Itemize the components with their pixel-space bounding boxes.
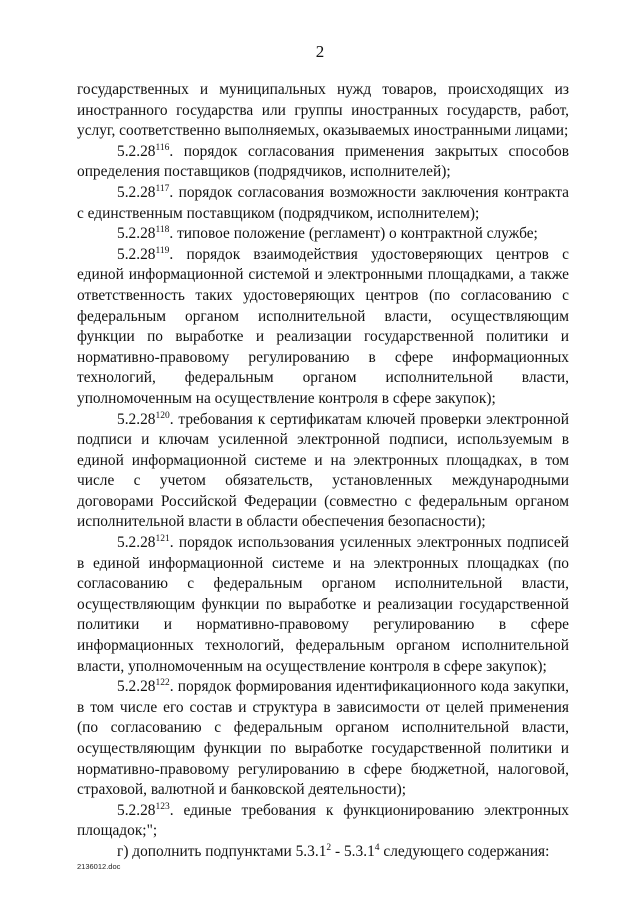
- paragraph-5-2-28-116: 5.2.28$^{116}$. порядок согласования применения закрытых способов определения поставщиков (подрядчиков, исполнителей);: [77, 142, 569, 181]
- page-number: 2: [315, 42, 325, 61]
- paragraph-5-2-28-117: 5.2.28$^{117}$. порядок согласования возможности заключения контракта с единственным поставщиком (подрядчиком, исполнителем);: [77, 183, 569, 222]
- paragraph-5-2-28-120: 5.2.28$^{120}$. требования к сертификатам ключей проверки электронной подписи и ключам усиленной электронной подписи, используемым в единой информационной системе и на электронных площадках, в том числе с учетом обязательств, установленных международными договорами Российской Федерации (совместно с федеральным органом исполнительной власти в области обеспечения безопасности);: [77, 410, 569, 531]
- paragraph-5-2-28-121: 5.2.28$^{121}$. порядок использования усиленных электронных подписей в единой информационной системе и на электронных площадках (по согласованию с федеральным органом исполнительной власти, осуществляющим функции по выработке и реализации государственной политики и нормативно-правовому регулированию в сфере информационных технологий, федеральным органом исполнительной власти, уполномоченным на осуществление контроля в сфере закупок);: [77, 534, 569, 675]
- paragraph-5-2-28-119: 5.2.28$^{119}$. порядок взаимодействия удостоверяющих центров с единой информационной системой и электронными площадками, а также ответственность таких удостоверяющих центров (по согласованию с федеральным органом исполнительной власти, осуществляющим функции по выработке и реализации государственной политики и нормативно-правовому регулированию в сфере информационных технологий, федеральным органом исполнительной власти, уполномоченным на осуществление контроля в сфере закупок);: [77, 245, 569, 407]
- document-filename-footer: 2136012.doc: [77, 862, 121, 871]
- paragraph-5-2-28-123: 5.2.28$^{123}$. единые требования к функционированию электронных площадок;";: [77, 801, 569, 840]
- paragraph-5-2-28-122: 5.2.28$^{122}$. порядок формирования идентификационного кода закупки, в том числе его состав и структура в зависимости от целей применения (по согласованию с федеральным органом исполнительной власти, осуществляющим функции по выработке государственной политики и нормативно-правовому регулированию в сфере бюджетной, налоговой, страховой, валютной и банковской деятельности);: [77, 678, 569, 799]
- document-body: [77, 80, 569, 863]
- paragraph-5-2-28-118: 5.2.28$^{118}$. типовое положение (регламент) о контрактной службе;: [117, 225, 538, 243]
- paragraph-continuation: государственных и муниципальных нужд товаров, происходящих из иностранного государства или группы иностранных государств, работ, услуг, соответственно выполняемых, оказываемых иностранными лицами;: [77, 81, 569, 140]
- paragraph-amendment-g: г) дополнить подпунктами 5.3.1$^2$ - 5.3.1$^4$ следующего содержания:: [117, 842, 550, 860]
